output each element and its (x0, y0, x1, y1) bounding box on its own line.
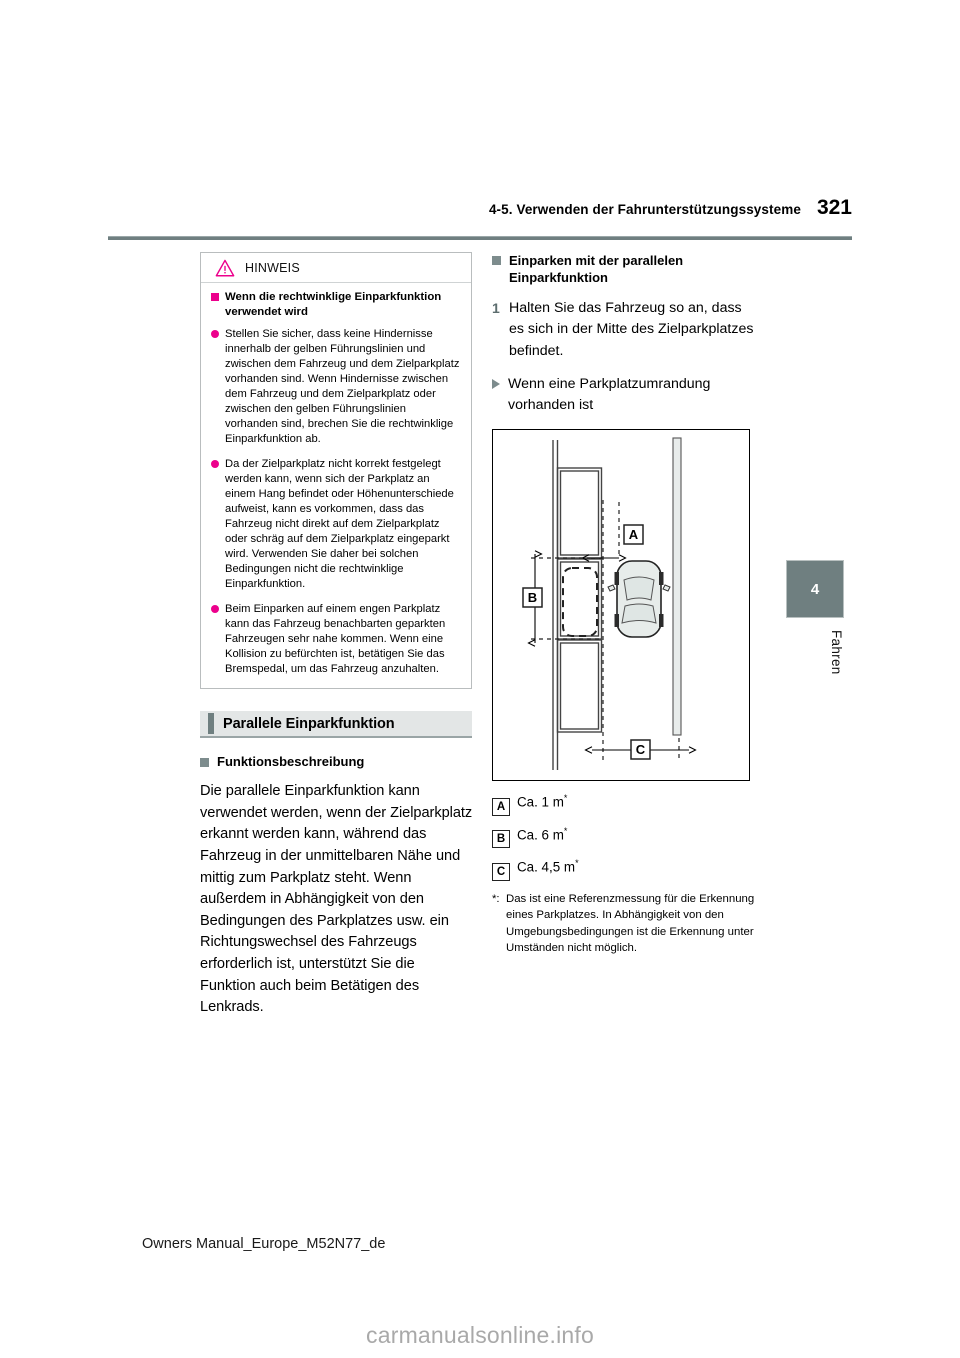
footer-file-name: Owners Manual_Europe_M52N77_de (142, 1236, 386, 1252)
footnote-ref: * (575, 858, 579, 869)
legend-row (492, 793, 758, 812)
notice-body (201, 283, 471, 688)
notice-subheading-row (211, 290, 461, 320)
step-text: Halten Sie das Fahrzeug so an, dass es sich in der Mitte des Zielparkplatzes befindet. (509, 299, 754, 359)
notice-heading: HINWEIS (245, 261, 300, 275)
page-header (108, 196, 852, 228)
legend-row (492, 858, 758, 877)
parallel-parking-diagram (492, 429, 750, 781)
notice-item-text: Stellen Sie sicher, dass keine Hindernisse innerhalb der gelben Führungslinien und zwischen dem Fahrzeug und dem Zielparkplatz vorhanden sind. Wenn Hindernisse zwischen dem Fahrzeug und dem Zielparkplatz oder zwischen den gelben Führungslinien vorhanden sind, brechen Sie die rechtwinklige Einparkfunktion ab. (225, 328, 460, 446)
square-marker-icon (200, 758, 209, 767)
footnote-ref: * (563, 825, 568, 836)
notice-subheading: Wenn die rechtwinklige Einparkfunktion verwendet wird (225, 291, 442, 319)
notice-item-text: Da der Zielparkplatz nicht korrekt festgelegt werden kann, wenn sich der Parkplatz an einem Hang befindet oder Höhenunterschiede aufweist, kann es vorkommen, dass das Fahrzeug nicht direkt auf dem Zielparkplatz oder schräg auf dem Zielparkplatz eingeparkt wird. Verwenden Sie daher bei solchen Bedingungen nicht die rechtwinklige Einparkfunktion. (225, 458, 454, 591)
chapter-tab-label: Fahren (829, 630, 844, 675)
square-bullet-icon (211, 293, 219, 301)
right-column (492, 252, 758, 957)
notice-item (211, 457, 461, 592)
callout-c (631, 740, 650, 759)
subsection-heading-row (200, 754, 474, 771)
parking-bay-bottom (558, 640, 602, 732)
footnote-ref: * (563, 793, 568, 804)
square-marker-icon (492, 256, 501, 265)
vehicle-illustration (608, 561, 670, 637)
step-number: 1 (492, 299, 500, 316)
chapter-tab-number: 4 (810, 580, 820, 598)
svg-text:C: C (635, 742, 646, 758)
footnote (492, 891, 758, 957)
triangle-marker-icon (492, 379, 500, 389)
warning-triangle-icon (215, 259, 235, 277)
callout-b (523, 588, 542, 607)
dot-bullet-icon (211, 330, 219, 338)
section-band (200, 711, 472, 738)
chapter-tab (786, 560, 844, 618)
header-section-title: 4-5. Verwenden der Fahrunterstützungssysteme (488, 202, 801, 217)
legend-value: Ca. 4,5 m* (517, 858, 579, 875)
footnote-marker: *: (492, 892, 500, 905)
target-parking-space (563, 568, 597, 636)
legend-key: B (492, 830, 510, 848)
legend-value: Ca. 1 m* (517, 793, 568, 810)
header-divider (108, 236, 852, 240)
dot-bullet-icon (211, 605, 219, 613)
dot-bullet-icon (211, 460, 219, 468)
notice-item-text: Beim Einparken auf einem engen Parkplatz kann das Fahrzeug benachbarten geparkten Fahrzeugen sehr nahe kommen. Wenn eine Kollision zu befürchten ist, betätigen Sie das Bremspedal, um das Fahrzeug anzuhalten. (225, 603, 446, 676)
condition-note (492, 374, 758, 415)
svg-text:B: B (527, 590, 538, 606)
notice-box (200, 252, 472, 689)
legend-row (492, 826, 758, 845)
section-band-marker (208, 713, 214, 734)
right-subsection-heading-row (492, 252, 758, 287)
parking-bay-middle (558, 559, 602, 639)
procedure-step (492, 298, 758, 363)
section-band-title: Parallele Einparkfunktion (223, 715, 395, 732)
watermark: carmanualsonline.info (366, 1322, 594, 1348)
notice-header (201, 253, 471, 283)
figure-legend (492, 793, 758, 957)
roadside-barrier (673, 438, 681, 735)
left-column (200, 252, 474, 1019)
notice-item (211, 602, 461, 677)
parking-diagram-svg (493, 430, 749, 780)
footnote-text: Das ist eine Referenzmessung für die Erkennung eines Parkplatzes. In Abhängigkeit von den Umgebungsbedingungen ist die Erkennung unter Umständen nicht möglich. (506, 892, 755, 955)
legend-key: A (492, 798, 510, 816)
right-subsection-heading: Einparken mit der parallelen Einparkfunktion (509, 253, 684, 286)
page-number: 321 (816, 196, 852, 219)
parking-bay-top (558, 468, 602, 558)
legend-value: Ca. 6 m* (517, 825, 568, 843)
callout-a (624, 525, 643, 544)
subsection-heading: Funktionsbeschreibung (217, 754, 365, 770)
condition-note-text: Wenn eine Parkplatzumrandung vorhanden ist (508, 376, 711, 413)
section-paragraph: Die parallele Einparkfunktion kann verwendet werden, wenn der Zielparkplatz erkannt werden kann, während das Fahrzeug in der unmittelbaren Nähe und mittig zum Parkplatz steht. Wenn außerdem in Abhängigkeit von den Bedingungen des Parkplatzes usw. ein Richtungswechsel des Fahrzeugs erforderlich ist, unterstützt Sie die Funktion auch beim Betätigen des Lenkrads. (200, 783, 473, 1016)
legend-key: C (492, 863, 510, 881)
svg-text:A: A (628, 527, 639, 543)
notice-item (211, 327, 461, 447)
